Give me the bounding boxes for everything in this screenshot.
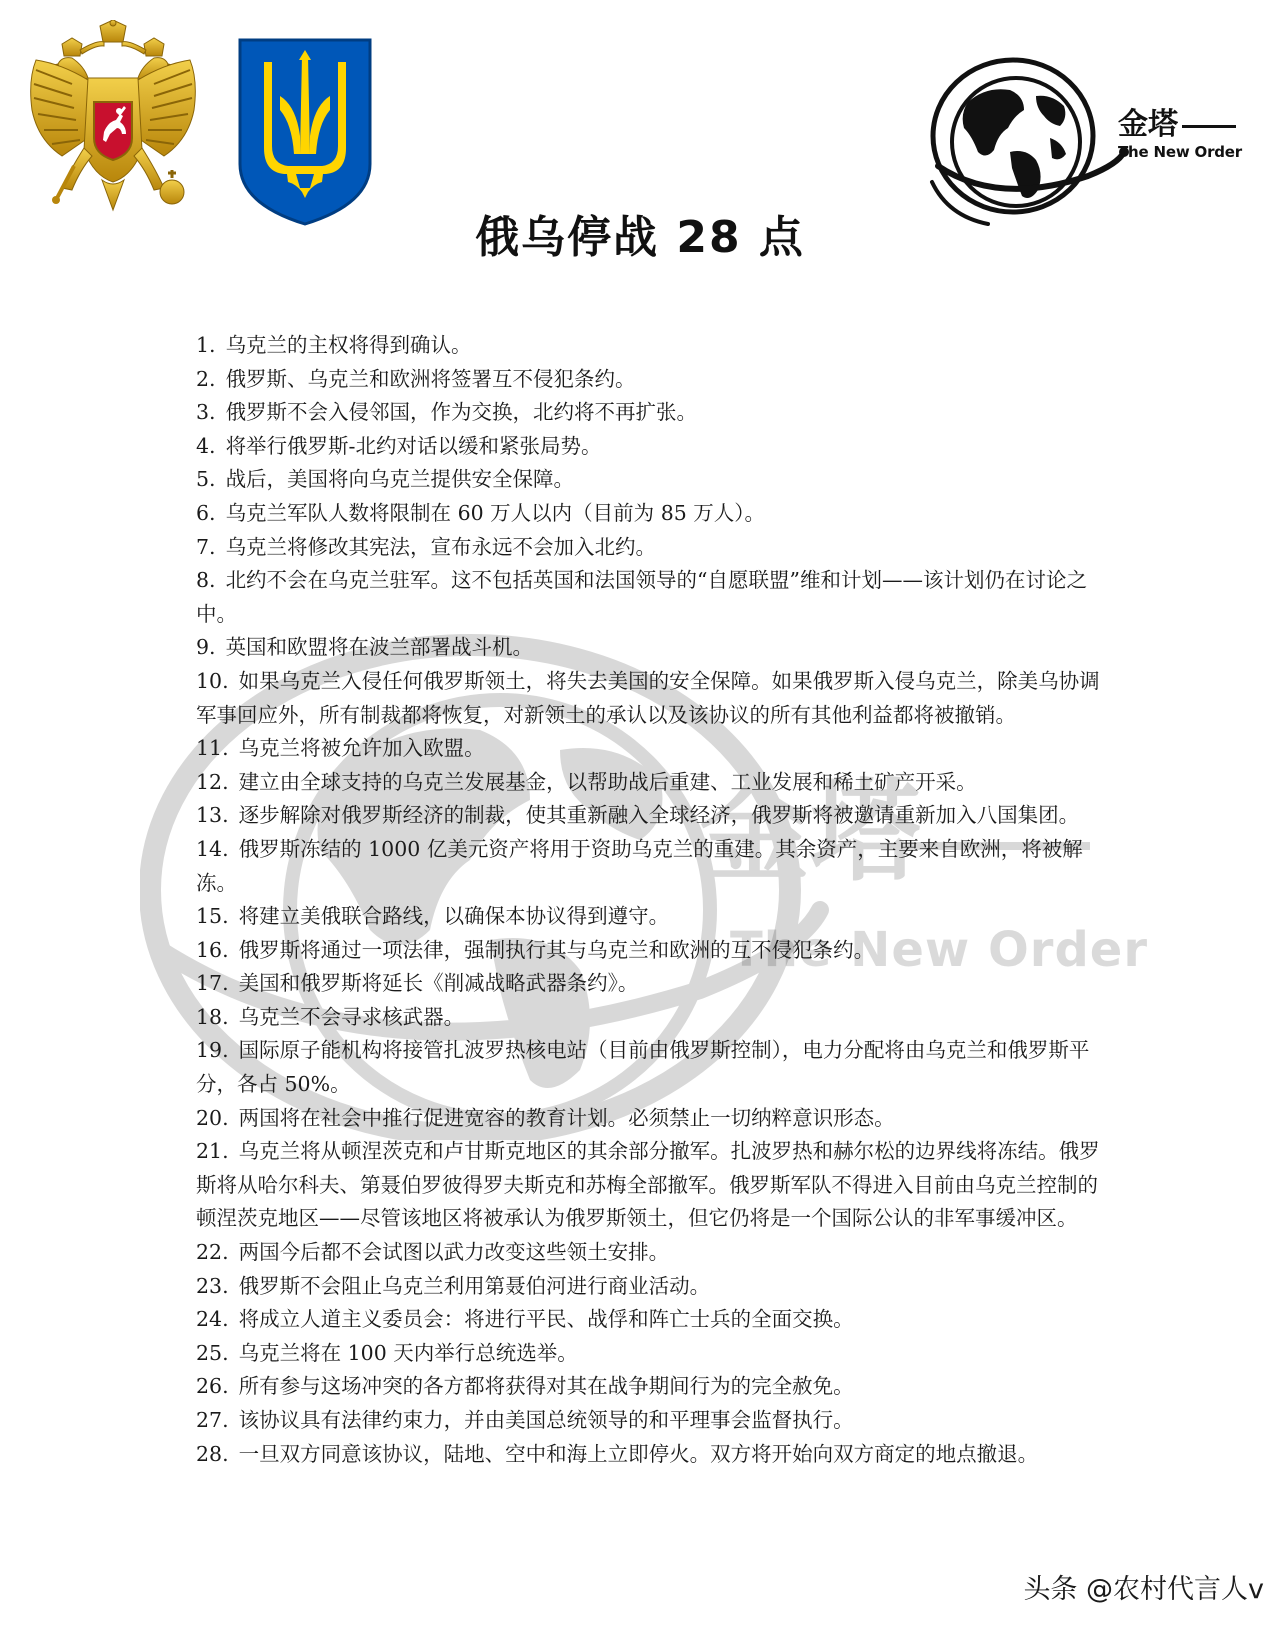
list-item: 4. 将举行俄罗斯-北约对话以缓和紧张局势。 bbox=[196, 433, 602, 458]
watermark-brand-name: 金塔 bbox=[700, 767, 920, 896]
brand-name: 金塔 bbox=[1118, 108, 1258, 142]
list-item: 23. 俄罗斯不会阻止乌克兰利用第聂伯河进行商业活动。 bbox=[196, 1273, 711, 1298]
list-item: 20. 两国将在社会中推行促进宽容的教育计划。必须禁止一切纳粹意识形态。 bbox=[196, 1105, 895, 1130]
brand-tagline: The New Order bbox=[1118, 143, 1242, 161]
list-item: 28. 一旦双方同意该协议，陆地、空中和海上立即停火。双方将开始向双方商定的地点撤退。 bbox=[196, 1441, 1039, 1466]
watermark-tagline: The New Order bbox=[730, 922, 1149, 978]
list-item: 11. 乌克兰将被允许加入欧盟。 bbox=[196, 736, 485, 761]
list-item: 27. 该协议具有法律约束力，并由美国总统领导的和平理事会监督执行。 bbox=[196, 1408, 854, 1432]
list-item: 3. 俄罗斯不会入侵邻国，作为交换，北约将不再扩张。 bbox=[196, 400, 698, 425]
list-item: 16. 俄罗斯将通过一项法律，强制执行其与乌克兰和欧洲的互不侵犯条约。 bbox=[196, 937, 875, 962]
list-item: 10. 如果乌克兰入侵任何俄罗斯领土，将失去美国的安全保障。如果俄罗斯入侵乌克兰，除美乌协调军事回应外，所有制裁都将恢复，对新领土的承认以及该协议的所有其他利益都将被撤销。 bbox=[196, 668, 1100, 727]
list-item: 24. 将成立人道主义委员会：将进行平民、战俘和阵亡士兵的全面交换。 bbox=[196, 1307, 854, 1332]
list-item: 26. 所有参与这场冲突的各方都将获得对其在战争期间行为的完全赦免。 bbox=[196, 1374, 854, 1399]
list-item: 17. 美国和俄罗斯将延长《削减战略武器条约》。 bbox=[196, 971, 639, 996]
list-item: 2. 俄罗斯、乌克兰和欧洲将签署互不侵犯条约。 bbox=[196, 366, 636, 391]
list-item: 15. 将建立美俄联合路线，以确保本协议得到遵守。 bbox=[196, 904, 670, 929]
list-item: 25. 乌克兰将在 100 天内举行总统选举。 bbox=[196, 1340, 578, 1365]
list-item: 13. 逐步解除对俄罗斯经济的制裁，使其重新融入全球经济，俄罗斯将被邀请重新加入八国集团。 bbox=[196, 803, 1080, 828]
list-item: 22. 两国今后都不会试图以武力改变这些领土安排。 bbox=[196, 1240, 670, 1265]
ukrainian-trident-icon bbox=[236, 36, 374, 226]
list-item: 1. 乌克兰的主权将得到确认。 bbox=[196, 333, 472, 357]
list-item: 19. 国际原子能机构将接管扎波罗热核电站（目前由俄罗斯控制），电力分配将由乌克兰和俄罗斯平分，各占 50%。 bbox=[196, 1038, 1090, 1097]
brand-dash bbox=[1182, 125, 1236, 128]
list-item: 6. 乌克兰军队人数将限制在 60 万人以内（目前为 85 万人）。 bbox=[196, 500, 766, 525]
list-item: 5. 战后，美国将向乌克兰提供安全保障。 bbox=[196, 467, 575, 492]
list-item: 21. 乌克兰将从顿涅茨克和卢甘斯克地区的其余部分撤军。扎波罗热和赫尔松的边界线将冻结。俄罗斯将从哈尔科夫、第聂伯罗彼得罗夫斯克和苏梅全部撤军。俄罗斯军队不得进入目前由乌克兰控制的顿涅茨克地区——尽管该地区将被承认为俄罗斯领土，但它仍将是一个国际公认的非军事缓冲区。 bbox=[196, 1139, 1100, 1231]
brand-text-block bbox=[1118, 108, 1258, 162]
list-item: 14. 俄罗斯冻结的 1000 亿美元资产将用于资助乌克兰的重建。其余资产，主要来自欧洲，将被解冻。 bbox=[196, 836, 1083, 895]
list-item: 12. 建立由全球支持的乌克兰发展基金，以帮助战后重建、工业发展和稀土矿产开采。 bbox=[196, 769, 977, 794]
list-item: 9. 英国和欧盟将在波兰部署战斗机。 bbox=[196, 635, 534, 660]
list-item: 8. 北约不会在乌克兰驻军。这不包括英国和法国领导的“自愿联盟”维和计划——该计划仍在讨论之中。 bbox=[196, 568, 1088, 626]
russian-coat-of-arms-icon bbox=[22, 20, 204, 220]
list-item: 7. 乌克兰将修改其宪法，宣布永远不会加入北约。 bbox=[196, 534, 657, 559]
list-item: 18. 乌克兰不会寻求核武器。 bbox=[196, 1004, 465, 1029]
points-list bbox=[196, 329, 1101, 1471]
source-credit: 头条 @农村代言人v bbox=[1023, 1574, 1264, 1605]
page-title: 俄乌停战 28 点 bbox=[475, 212, 805, 263]
